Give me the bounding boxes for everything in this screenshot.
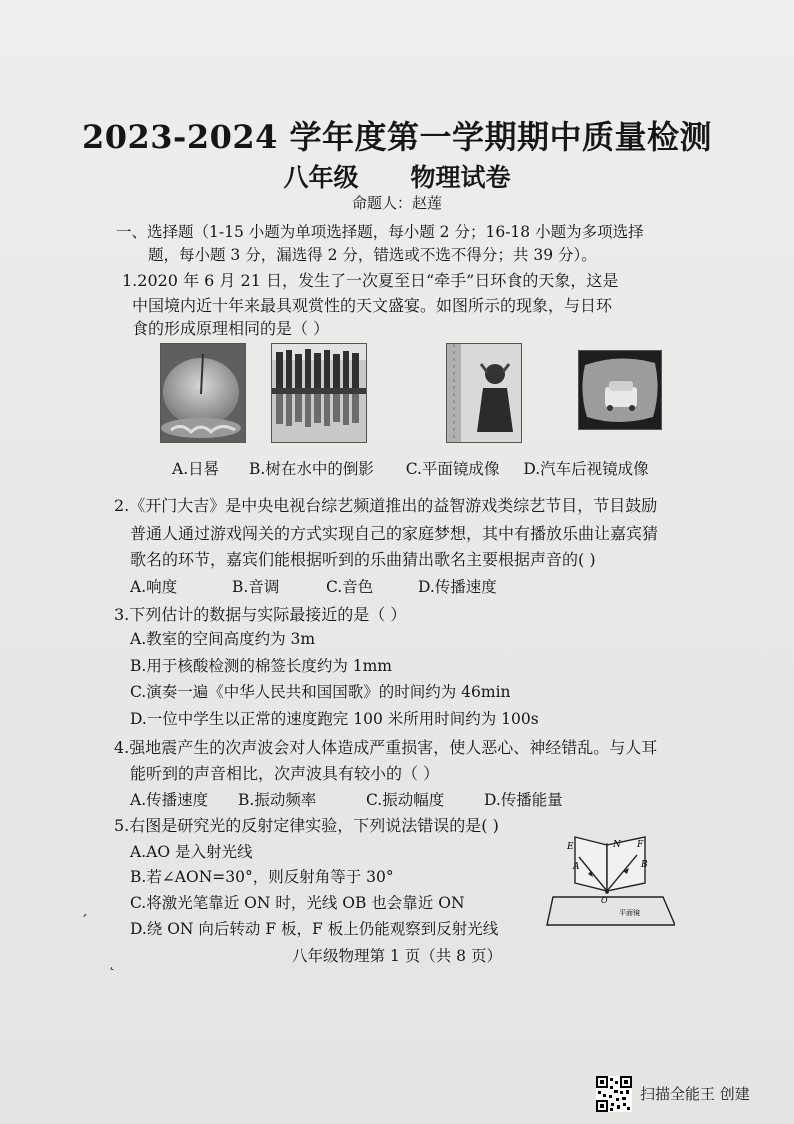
exam-title: 2023-2024 学年度第一学期期中质量检测: [81, 118, 713, 156]
q4-option-c: C.振动幅度: [366, 791, 445, 809]
diagram-label-o: O: [601, 896, 608, 905]
q2-line2: 普通人通过游戏闯关的方式实现自己的家庭梦想，其中有播放乐曲让嘉宾猜: [130, 524, 659, 543]
tree-reflection-photo: [271, 343, 367, 443]
q4-option-a: A.传播速度: [130, 791, 209, 809]
diagram-label-f: F: [637, 840, 644, 850]
q1-line3: 食的形成原理相同的是（ ）: [132, 319, 330, 338]
sundial-photo: [160, 343, 246, 443]
q1-option-c: C.平面镜成像: [405, 460, 500, 478]
q5-option-b: B.若∠AON=30°，则反射角等于 30°: [130, 868, 394, 886]
q4-option-b: B.振动频率: [238, 791, 317, 809]
section-heading-line2: 题，每小题 3 分，漏选得 2 分，错选或不选不得分；共 39 分）。: [148, 246, 597, 264]
scanner-watermark: 扫描全能王 创建: [640, 1085, 750, 1103]
scan-speck: ˛: [108, 952, 116, 971]
reflection-diagram: [545, 835, 675, 930]
diagram-label-a: A: [573, 862, 580, 872]
q2-line3: 歌名的环节，嘉宾们能根据听到的乐曲猜出歌名主要根据声音的( ): [130, 550, 596, 569]
q1-line1: 1.2020 年 6 月 21 日，发生了一次夏至日“牵手”日环食的天象，这是: [122, 271, 619, 290]
page-footer: 八年级物理第 1 页（共 8 页）: [292, 947, 502, 965]
q3-option-d: D.一位中学生以正常的速度跑完 100 米所用时间约为 100s: [130, 710, 539, 728]
q3-option-a: A.教室的空间高度约为 3m: [130, 630, 316, 648]
scan-speck: ˊ: [80, 912, 88, 931]
qr-code-icon: [596, 1076, 632, 1112]
q4-option-d: D.传播能量: [484, 791, 563, 809]
section-heading-line1: 一、选择题（1-15 小题为单项选择题，每小题 2 分；16-18 小题为多项选择: [116, 223, 644, 241]
q1-option-b: B.树在水中的倒影: [249, 460, 374, 478]
q2-option-b: B.音调: [232, 578, 280, 596]
q1-option-d: D.汽车后视镜成像: [523, 460, 649, 478]
q4-line1: 4.强地震产生的次声波会对人体造成严重损害，使人恶心、神经错乱。与人耳: [114, 738, 658, 757]
exam-subtitle: [0, 158, 794, 194]
q3-option-b: B.用于核酸检测的棉签长度约为 1mm: [130, 657, 393, 675]
diagram-label-mirror: 平面镜: [619, 909, 640, 917]
q1-options: [172, 457, 649, 479]
q5-option-a: A.AO 是入射光线: [130, 843, 253, 861]
subject-label: 物理试卷: [410, 163, 511, 192]
q5-option-c: C.将激光笔靠近 ON 时，光线 OB 也会靠近 ON: [130, 894, 465, 912]
q5-stem: 5.右图是研究光的反射定律实验，下列说法错误的是( ): [114, 816, 499, 835]
q1-line2: 中国境内近十年来最具观赏性的天文盛宴。如图所示的现象，与日环: [132, 296, 613, 315]
diagram-label-b: B: [641, 860, 648, 870]
diagram-label-e: E: [567, 842, 574, 852]
q3-stem: 3.下列估计的数据与实际最接近的是（ ）: [114, 605, 407, 624]
q1-option-a: A.日晷: [172, 460, 220, 478]
question-setter: 命题人：赵莲: [351, 194, 442, 212]
grade-label: 八年级: [283, 163, 359, 192]
q4-line2: 能听到的声音相比，次声波具有较小的（ ）: [130, 764, 440, 783]
q2-option-d: D.传播速度: [418, 578, 497, 596]
q2-option-c: C.音色: [326, 578, 374, 596]
diagram-label-n: N: [613, 840, 621, 850]
q3-option-c: C.演奏一遍《中华人民共和国国歌》的时间约为 46min: [130, 683, 511, 701]
mirror-girl-photo: [446, 343, 522, 443]
car-mirror-photo: [578, 350, 662, 430]
q2-option-a: A.响度: [130, 578, 178, 596]
q5-option-d: D.绕 ON 向后转动 F 板，F 板上仍能观察到反射光线: [130, 920, 499, 938]
q2-line1: 2.《开门大吉》是中央电视台综艺频道推出的益智游戏类综艺节目，节目鼓励: [114, 496, 658, 515]
